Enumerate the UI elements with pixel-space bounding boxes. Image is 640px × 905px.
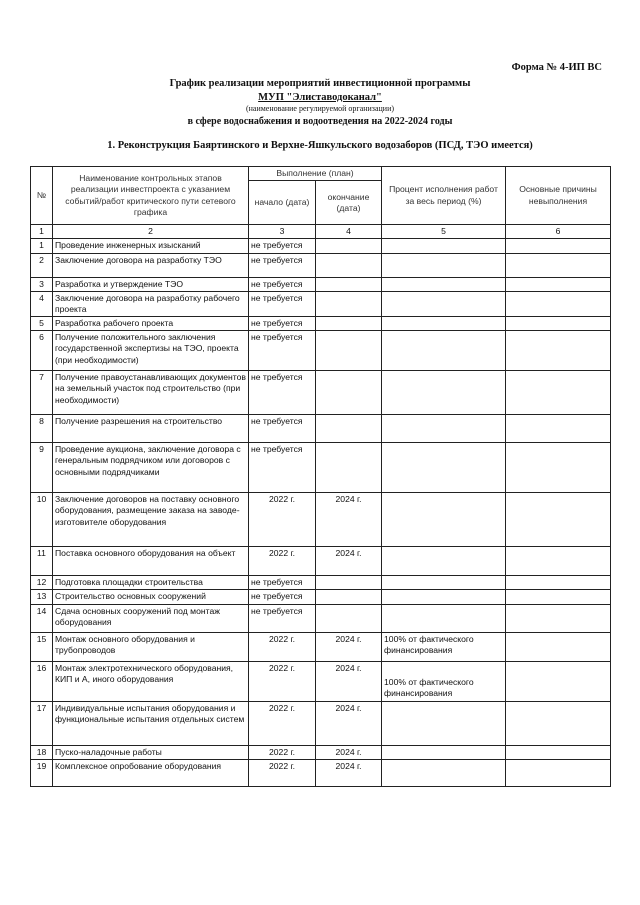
failure-reason xyxy=(506,415,611,443)
row-number: 17 xyxy=(31,701,53,745)
start-date: 2022 г. xyxy=(249,745,316,759)
stage-name: Индивидуальные испытания оборудования и функциональные испытания отдельных систем xyxy=(53,701,249,745)
end-date: 2024 г. xyxy=(316,493,382,547)
stage-name: Разработка рабочего проекта xyxy=(53,317,249,331)
table-row xyxy=(31,576,611,590)
start-date: не требуется xyxy=(249,371,316,415)
failure-reason xyxy=(506,493,611,547)
stage-name: Сдача основных сооружений под монтаж оборудования xyxy=(53,604,249,632)
start-date: 2022 г. xyxy=(249,759,316,786)
failure-reason xyxy=(506,253,611,277)
header-num: № xyxy=(31,167,53,225)
table-row xyxy=(31,239,611,253)
completion-percent xyxy=(382,415,506,443)
completion-percent xyxy=(382,371,506,415)
end-date xyxy=(316,239,382,253)
end-date xyxy=(316,317,382,331)
table-row xyxy=(31,371,611,415)
failure-reason xyxy=(506,759,611,786)
row-number: 16 xyxy=(31,661,53,701)
end-date: 2024 г. xyxy=(316,701,382,745)
sphere-period: в сфере водоснабжения и водоотведения на 2022-2024 годы xyxy=(187,116,453,127)
failure-reason xyxy=(506,317,611,331)
row-number: 6 xyxy=(31,331,53,371)
table-row xyxy=(31,701,611,745)
end-date xyxy=(316,277,382,291)
end-date xyxy=(316,415,382,443)
completion-percent xyxy=(382,291,506,316)
completion-percent xyxy=(382,317,506,331)
failure-reason xyxy=(506,745,611,759)
row-number: 12 xyxy=(31,576,53,590)
row-number: 7 xyxy=(31,371,53,415)
row-number: 2 xyxy=(31,253,53,277)
completion-percent xyxy=(382,590,506,604)
end-date xyxy=(316,371,382,415)
table-row xyxy=(31,745,611,759)
row-number: 14 xyxy=(31,604,53,632)
stage-name: Получение положительного заключения государственной экспертизы на ТЭО, проекта (при необходимости) xyxy=(53,331,249,371)
header-stage: Наименование контрольных этапов реализации инвестпроекта с указанием событий/работ критического пути сетевого графика xyxy=(53,167,249,225)
table-row xyxy=(31,253,611,277)
schedule-table xyxy=(30,166,611,787)
table-row xyxy=(31,493,611,547)
completion-percent xyxy=(382,331,506,371)
section-title: 1. Реконструкция Баяртинского и Верхне-Яшкульского водозаборов (ПСД, ТЭО имеется) xyxy=(107,140,533,151)
failure-reason xyxy=(506,701,611,745)
start-date: 2022 г. xyxy=(249,632,316,661)
stage-name: Заключение договоров на поставку основного оборудования, размещение заказа на заводе-изготовителе оборудования xyxy=(53,493,249,547)
stage-name: Подготовка площадки строительства xyxy=(53,576,249,590)
stage-name: Строительство основных сооружений xyxy=(53,590,249,604)
completion-percent xyxy=(382,604,506,632)
start-date: 2022 г. xyxy=(249,661,316,701)
completion-percent xyxy=(382,701,506,745)
start-date: не требуется xyxy=(249,291,316,316)
column-number: 5 xyxy=(382,225,506,239)
stage-name: Заключение договора на разработку ТЭО xyxy=(53,253,249,277)
column-number: 3 xyxy=(249,225,316,239)
failure-reason xyxy=(506,277,611,291)
table-row xyxy=(31,547,611,576)
start-date: не требуется xyxy=(249,331,316,371)
start-date: не требуется xyxy=(249,576,316,590)
failure-reason xyxy=(506,371,611,415)
table-row xyxy=(31,291,611,316)
column-numbers-row xyxy=(31,225,611,239)
stage-name: Монтаж электротехнического оборудования, КИП и А, иного оборудования xyxy=(53,661,249,701)
header-execution-plan: Выполнение (план) xyxy=(249,167,382,181)
start-date: не требуется xyxy=(249,590,316,604)
stage-name: Комплексное опробование оборудования xyxy=(53,759,249,786)
end-date xyxy=(316,443,382,493)
organization-name: МУП "Элиставодоканал" xyxy=(258,92,382,103)
row-number: 8 xyxy=(31,415,53,443)
completion-percent xyxy=(382,547,506,576)
table-row xyxy=(31,604,611,632)
failure-reason xyxy=(506,576,611,590)
stage-name: Заключение договора на разработку рабочего проекта xyxy=(53,291,249,316)
end-date: 2024 г. xyxy=(316,632,382,661)
stage-name: Проведение инженерных изысканий xyxy=(53,239,249,253)
completion-percent xyxy=(382,576,506,590)
start-date: не требуется xyxy=(249,239,316,253)
start-date: не требуется xyxy=(249,277,316,291)
table-body xyxy=(31,239,611,786)
start-date: не требуется xyxy=(249,317,316,331)
start-date: не требуется xyxy=(249,253,316,277)
completion-percent xyxy=(382,493,506,547)
completion-percent xyxy=(382,239,506,253)
failure-reason xyxy=(506,604,611,632)
table-row xyxy=(31,632,611,661)
completion-percent xyxy=(382,759,506,786)
completion-percent: 100% от фактического финансирования xyxy=(382,661,506,701)
stage-name: Монтаж основного оборудования и трубопроводов xyxy=(53,632,249,661)
table-row xyxy=(31,415,611,443)
stage-name: Разработка и утверждение ТЭО xyxy=(53,277,249,291)
row-number: 9 xyxy=(31,443,53,493)
form-number: Форма № 4-ИП ВС xyxy=(511,62,602,73)
failure-reason xyxy=(506,331,611,371)
completion-percent: 100% от фактического финансирования xyxy=(382,632,506,661)
column-number: 1 xyxy=(31,225,53,239)
failure-reason xyxy=(506,239,611,253)
end-date xyxy=(316,576,382,590)
column-number: 6 xyxy=(506,225,611,239)
stage-name: Проведение аукциона, заключение договора с генеральным подрядчиком или договоров с основными подрядчиками xyxy=(53,443,249,493)
row-number: 5 xyxy=(31,317,53,331)
row-number: 19 xyxy=(31,759,53,786)
table-row xyxy=(31,277,611,291)
completion-percent xyxy=(382,745,506,759)
header-percent: Процент исполнения работ за весь период (%) xyxy=(382,167,506,225)
start-date: не требуется xyxy=(249,415,316,443)
end-date xyxy=(316,331,382,371)
failure-reason xyxy=(506,547,611,576)
end-date xyxy=(316,253,382,277)
header-start: начало (дата) xyxy=(249,181,316,225)
table-row xyxy=(31,443,611,493)
start-date: 2022 г. xyxy=(249,547,316,576)
start-date: не требуется xyxy=(249,443,316,493)
end-date: 2024 г. xyxy=(316,547,382,576)
column-number: 4 xyxy=(316,225,382,239)
row-number: 18 xyxy=(31,745,53,759)
stage-name: Получение разрешения на строительство xyxy=(53,415,249,443)
organization-caption: (наименование регулируемой организации) xyxy=(245,104,395,113)
row-number: 10 xyxy=(31,493,53,547)
failure-reason xyxy=(506,443,611,493)
end-date xyxy=(316,291,382,316)
end-date xyxy=(316,590,382,604)
row-number: 1 xyxy=(31,239,53,253)
row-number: 11 xyxy=(31,547,53,576)
end-date: 2024 г. xyxy=(316,759,382,786)
header-reasons: Основные причины невыполнения xyxy=(506,167,611,225)
end-date xyxy=(316,604,382,632)
failure-reason xyxy=(506,632,611,661)
row-number: 3 xyxy=(31,277,53,291)
failure-reason xyxy=(506,661,611,701)
completion-percent xyxy=(382,443,506,493)
stage-name: Поставка основного оборудования на объект xyxy=(53,547,249,576)
table-row xyxy=(31,331,611,371)
completion-percent xyxy=(382,277,506,291)
row-number: 15 xyxy=(31,632,53,661)
end-date: 2024 г. xyxy=(316,661,382,701)
table-row xyxy=(31,759,611,786)
stage-name: Пуско-наладочные работы xyxy=(53,745,249,759)
row-number: 4 xyxy=(31,291,53,316)
failure-reason xyxy=(506,291,611,316)
table-row xyxy=(31,661,611,701)
start-date: не требуется xyxy=(249,604,316,632)
document-title: График реализации мероприятий инвестиционной программы xyxy=(169,78,471,89)
completion-percent xyxy=(382,253,506,277)
table-row xyxy=(31,590,611,604)
start-date: 2022 г. xyxy=(249,701,316,745)
column-number: 2 xyxy=(53,225,249,239)
failure-reason xyxy=(506,590,611,604)
start-date: 2022 г. xyxy=(249,493,316,547)
table-row xyxy=(31,317,611,331)
header-end: окончание (дата) xyxy=(316,181,382,225)
row-number: 13 xyxy=(31,590,53,604)
stage-name: Получение правоустанавливающих документов на земельный участок под строительство (при необходимости) xyxy=(53,371,249,415)
end-date: 2024 г. xyxy=(316,745,382,759)
